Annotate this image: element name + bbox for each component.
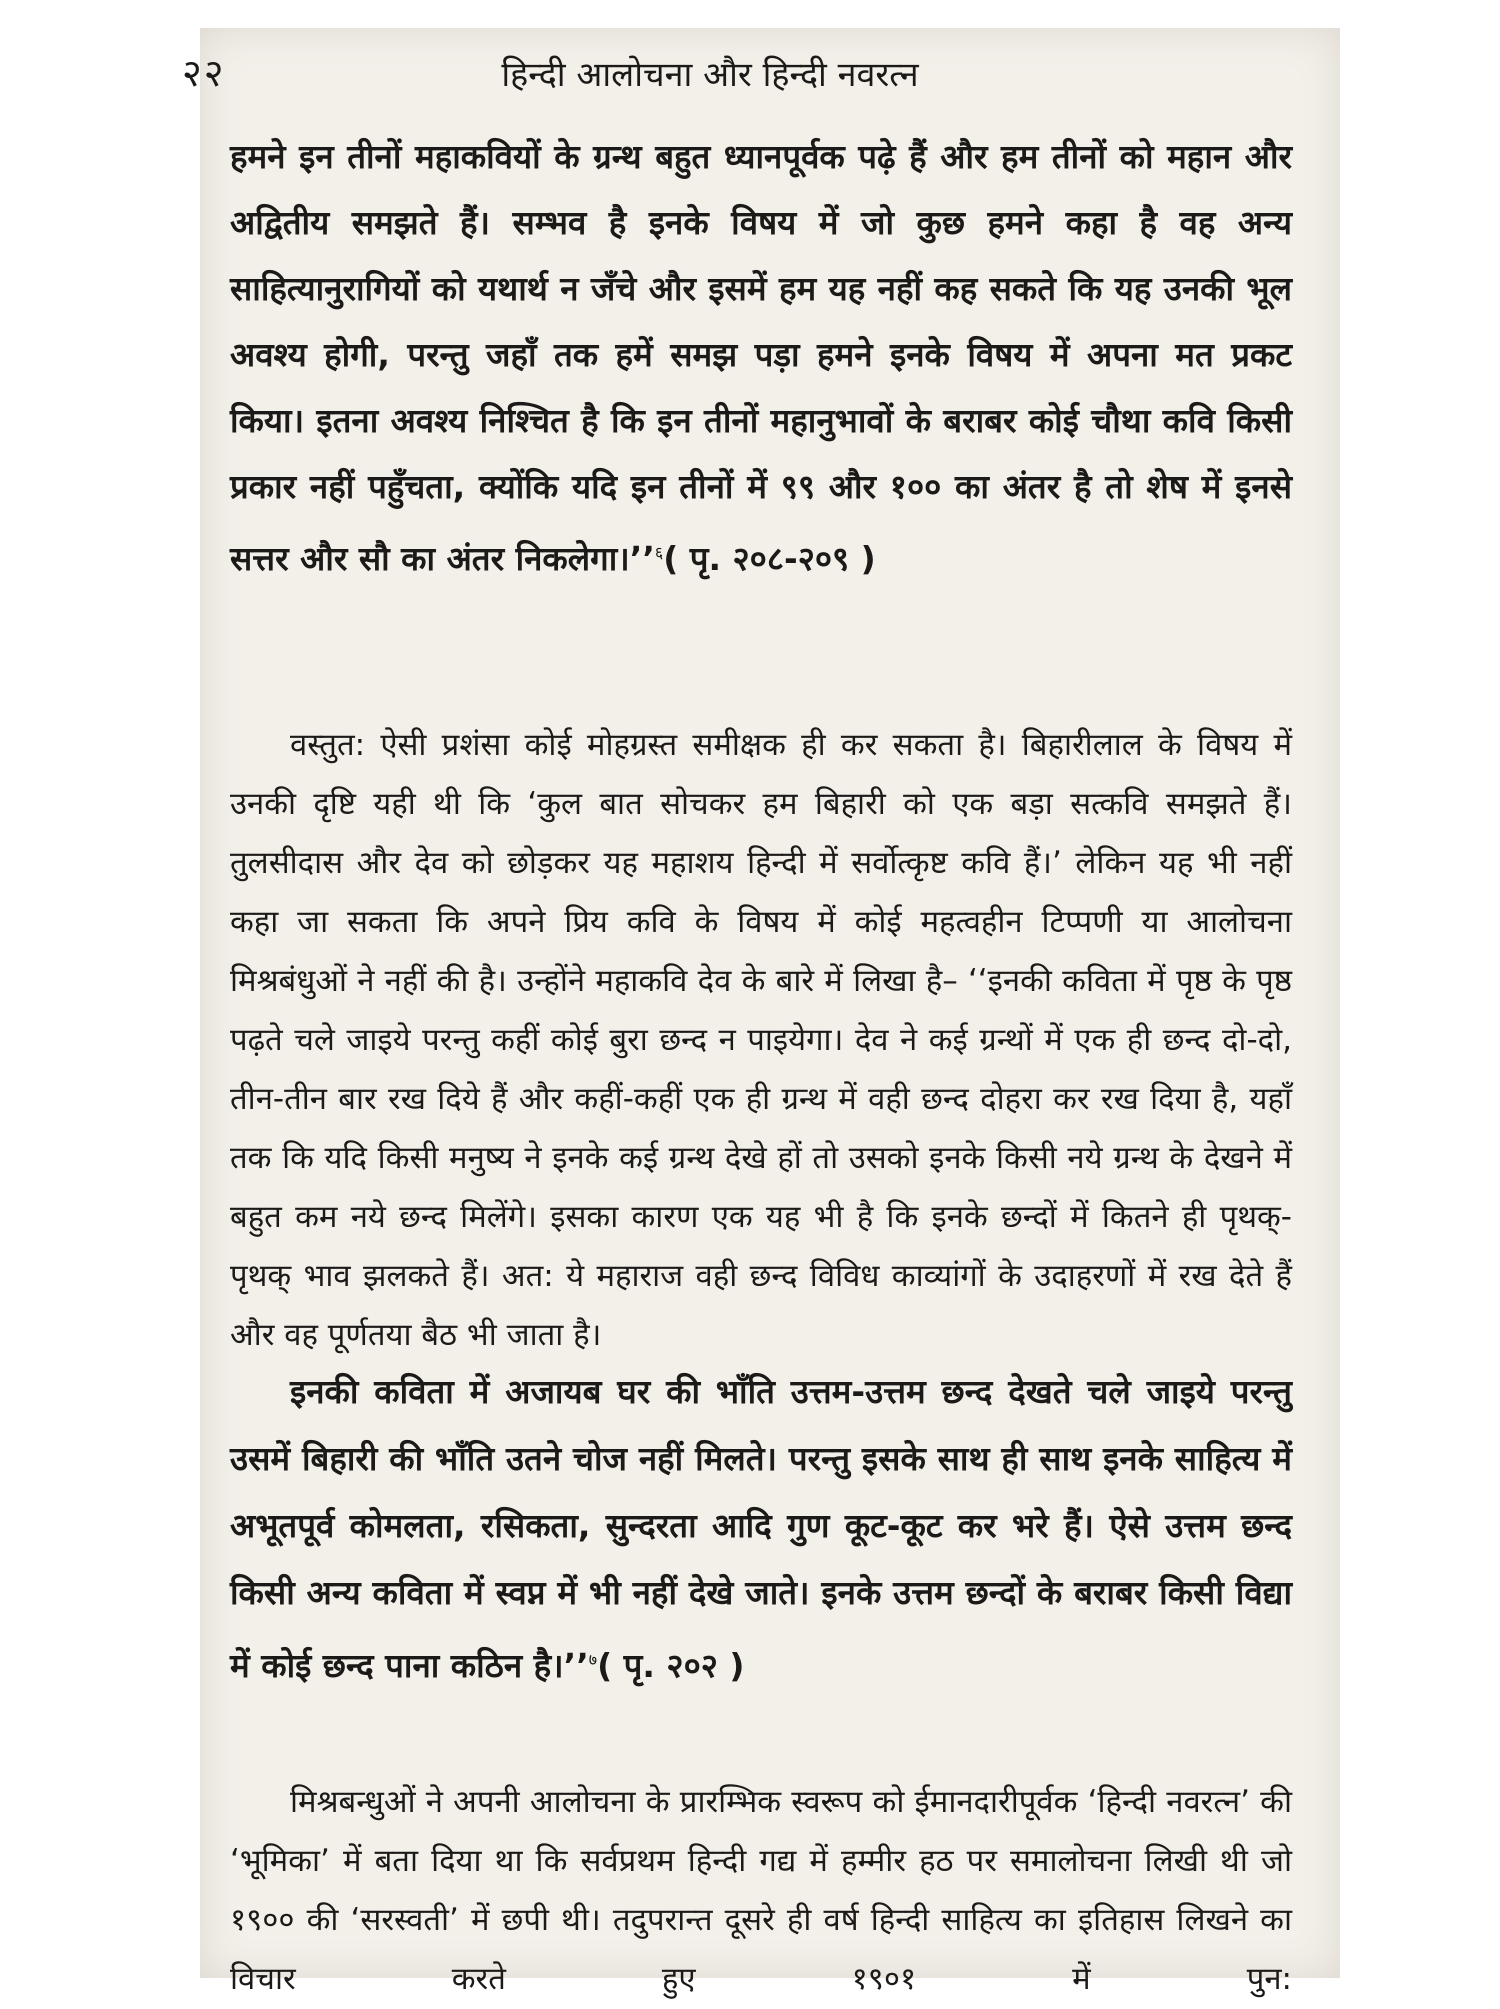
page-citation-1: ( पृ. २०८-२०९ ) <box>663 539 876 578</box>
running-title: हिन्दी आलोचना और हिन्दी नवरत्न <box>501 55 919 95</box>
quotation-text-2: इनकी कविता में अजायब घर की भाँति उत्तम-उत्तम छन्द देखते चले जाइये परन्तु उसमें बिहारी की भाँति उतने चोज नहीं मिलते। परन्तु इसके साथ ही साथ इनके साहित्य में अभूतपूर्व कोमलता, रसिकता, सुन्दरता आदि गुण कूट-कूट कर भरे हैं। ऐसे उत्तम छन्द किसी अन्य कविता में स्वप्न में भी नहीं देखे जाते। इनके उत्तम छन्दों के बराबर किसी विद्या में कोई छन्द पाना कठिन है।’’ <box>230 1372 1292 1685</box>
quotation-block-2 <box>230 1358 1292 1699</box>
page-number: २२ <box>182 51 226 95</box>
footnote-marker-7: ७ <box>588 1650 598 1669</box>
book-page <box>182 28 1340 1997</box>
page-header <box>182 46 1340 106</box>
footnote-marker-6: ६ <box>654 543 664 562</box>
body-paragraph-1: वस्तुत: ऐसी प्रशंसा कोई मोहग्रस्त समीक्षक ही कर सकता है। बिहारीलाल के विषय में उनकी दृष्टि यही थी कि ‘कुल बात सोचकर हम बिहारी को एक बड़ा सत्कवि समझते हैं। तुलसीदास और देव को छोड़कर यह महाशय हिन्दी में सर्वोत्कृष्ट कवि हैं।’ लेकिन यह भी नहीं कहा जा सकता कि अपने प्रिय कवि के विषय में कोई महत्वहीन टिप्पणी या आलोचना मिश्रबंधुओं ने नहीं की है। उन्होंने महाकवि देव के बारे में लिखा है– ‘‘इनकी कविता में पृष्ठ के पृष्ठ पढ़ते चले जाइये परन्तु कहीं कोई बुरा छन्द न पाइयेगा। देव ने कई ग्रन्थों में एक ही छन्द दो-दो, तीन-तीन बार रख दिये हैं और कहीं-कहीं एक ही ग्रन्थ में वही छन्द दोहरा कर रख दिया है, यहाँ तक कि यदि किसी मनुष्य ने इनके कई ग्रन्थ देखे हों तो उसको इनके किसी नये ग्रन्थ के देखने में बहुत कम नये छन्द मिलेंगे। इसका कारण एक यह भी है कि इनके छन्दों में कितने ही पृथक्-पृथक् भाव झलकते हैं। अत: ये महाराज वही छन्द विविध काव्यांगों के उदाहरणों में रख देते हैं और वह पूर्णतया बैठ भी जाता है। <box>230 727 1292 1353</box>
page-citation-2: ( पृ. २०२ ) <box>597 1646 745 1685</box>
quotation-block-1 <box>230 124 1292 592</box>
body-paragraph-2: मिश्रबन्धुओं ने अपनी आलोचना के प्रारम्भिक स्वरूप को ईमानदारीपूर्वक ‘हिन्दी नवरत्न’ की ‘भूमिका’ में बता दिया था कि सर्वप्रथम हिन्दी गद्य में हम्मीर हठ पर समालोचना लिखी थी जो १९०० की ‘सरस्वती’ में छपी थी। तदुपरान्त दूसरे ही वर्ष हिन्दी साहित्य का इतिहास लिखने का विचार करते हुए १९०१ में पुन: <box>230 1784 1292 1997</box>
quotation-text-1: हमने इन तीनों महाकवियों के ग्रन्थ बहुत ध्यानपूर्वक पढ़े हैं और हम तीनों को महान और अद्वितीय समझते हैं। सम्भव है इनके विषय में जो कुछ हमने कहा है वह अन्य साहित्यानुरागियों को यथार्थ न जँचे और इसमें हम यह नहीं कह सकते कि यह उनकी भूल अवश्य होगी, परन्तु जहाँ तक हमें समझ पड़ा हमने इनके विषय में अपना मत प्रकट किया। इतना अवश्य निश्चित है कि इन तीनों महानुभावों के बराबर कोई चौथा कवि किसी प्रकार नहीं पहुँचता, क्योंकि यदि इन तीनों में ९९ और १०० का अंतर है तो शेष में इनसे सत्तर और सौ का अंतर निकलेगा।’’ <box>230 137 1292 578</box>
